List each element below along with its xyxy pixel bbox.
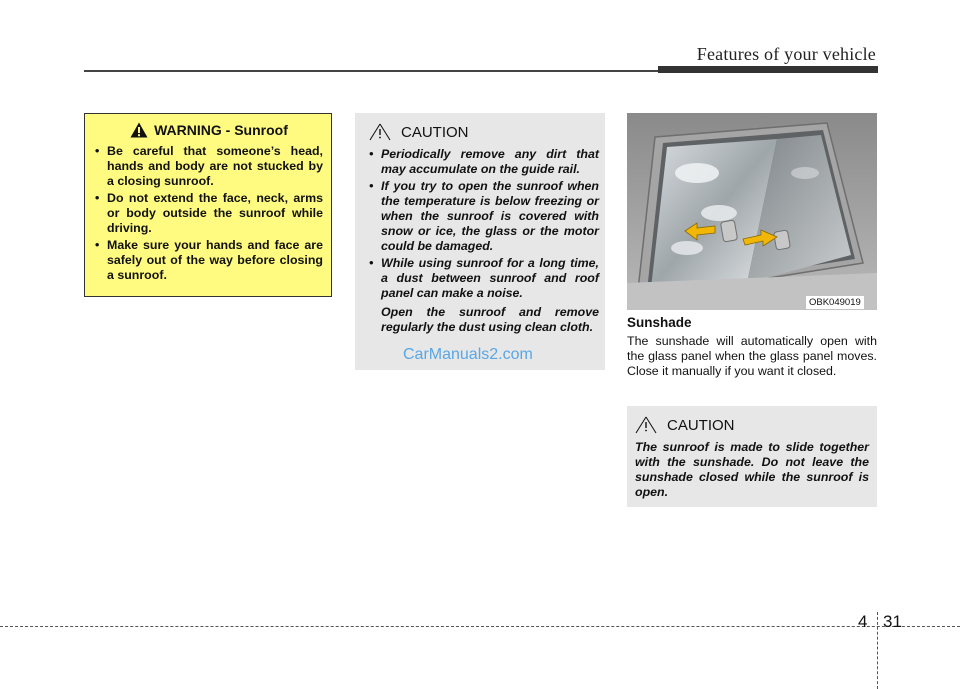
- header-title: Features of your vehicle: [696, 44, 876, 64]
- section-title: Sunshade: [627, 315, 692, 330]
- header-rule: [84, 70, 660, 72]
- image-code: OBK049019: [806, 296, 864, 309]
- list-item: • Periodically remove any dirt that may accumulate on the guide rail.: [369, 147, 599, 176]
- list-item: • Do not extend the face, neck, arms or body outside the sunroof while driving.: [95, 191, 323, 235]
- footer-divider: [0, 626, 960, 627]
- caution-list: [369, 147, 599, 301]
- list-item: • Be careful that someone’s head, hands and body are not stucked by a closing sunroof.: [95, 144, 323, 188]
- page-number: 31: [883, 612, 902, 631]
- caution-heading: [369, 123, 599, 141]
- sunroof-photo: [627, 113, 877, 310]
- warning-title: WARNING - Sunroof: [154, 122, 288, 138]
- chapter-number: 4: [858, 612, 868, 631]
- warning-icon: [130, 122, 148, 138]
- list-item: • While using sunroof for a long time, a dust between sunroof and roof panel can make a noise.: [369, 256, 599, 300]
- warning-box: [84, 113, 332, 297]
- list-item: • Make sure your hands and face are safely out of the way before closing a sunroof.: [95, 238, 323, 282]
- warning-list: [95, 144, 323, 283]
- caution-box-guide-rail: [355, 113, 605, 370]
- caution-title: CAUTION: [401, 123, 469, 141]
- footer-vertical-divider: [877, 612, 878, 689]
- list-item: • If you try to open the sunroof when the temperature is below freezing or when the sunroof is covered with snow or ice, the glass or the motor could be damaged.: [369, 179, 599, 253]
- caution-title: CAUTION: [667, 416, 735, 434]
- section-body: The sunshade will automatically open with the glass panel when the glass panel moves. Close it manually if you want it closed.: [627, 334, 877, 378]
- caution-note: Open the sunroof and remove regularly the dust using clean cloth.: [381, 305, 599, 334]
- caution-heading: [635, 416, 869, 434]
- watermark: CarManuals2.com: [403, 346, 533, 363]
- caution-triangle-icon: [369, 123, 391, 141]
- header-rule-accent: [658, 66, 878, 73]
- warning-heading: [95, 122, 323, 138]
- caution-text: The sunroof is made to slide together with the sunshade. Do not leave the sunshade closed while the sunroof is open.: [635, 440, 869, 499]
- caution-box-sunshade: [627, 406, 877, 507]
- caution-triangle-icon: [635, 416, 657, 434]
